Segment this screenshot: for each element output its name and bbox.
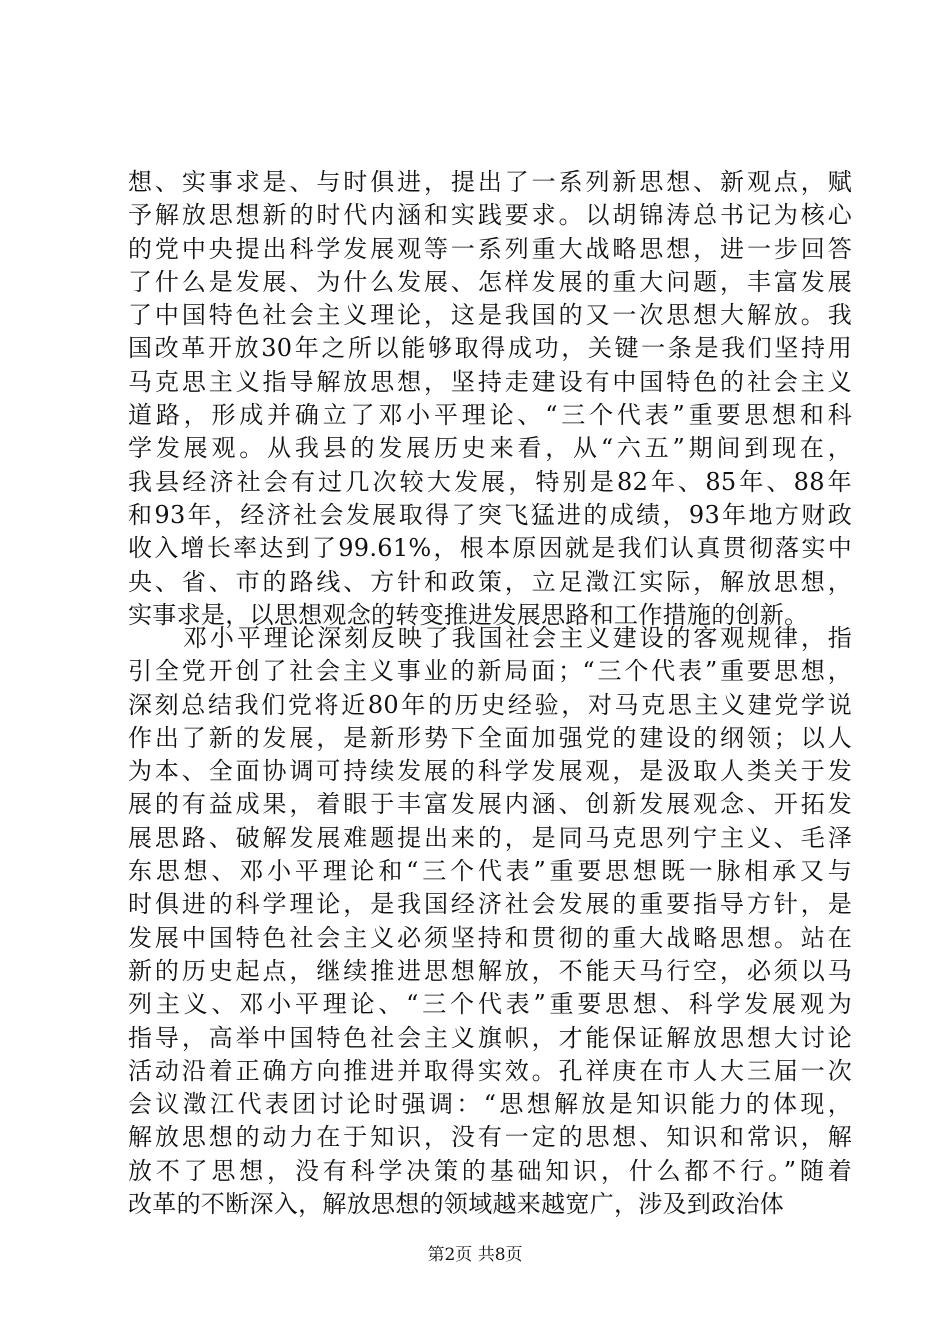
paragraph-2-line: 展的有益成果，着眼于丰富发展内涵、创新发展观念、开拓发 xyxy=(128,790,852,819)
paragraph-1-line: 予解放思想新的时代内涵和实践要求。以胡锦涛总书记为核心 xyxy=(128,201,852,230)
paragraph-1-line: 马克思主义指导解放思想，坚持走建设有中国特色的社会主义 xyxy=(128,367,852,396)
paragraph-2-line: 新的历史起点，继续推进思想解放，不能天马行空，必须以马 xyxy=(128,956,852,985)
paragraph-1-line: 学发展观。从我县的发展历史来看，从“六五”期间到现在， xyxy=(128,434,852,463)
paragraph-2-line: 会议澂江代表团讨论时强调：“思想解放是知识能力的体现， xyxy=(128,1090,852,1119)
paragraph-2-line: 作出了新的发展，是新形势下全面加强党的建设的纲领；以人 xyxy=(128,723,852,752)
paragraph-2-line: 发展中国特色社会主义必须坚持和贯彻的重大战略思想。站在 xyxy=(128,923,852,952)
paragraph-1-line: 想、实事求是、与时俱进，提出了一系列新思想、新观点，赋 xyxy=(128,168,852,196)
paragraph-1-line: 实事求是，以思想观念的转变推进发展思路和工作措施的创新。 xyxy=(128,600,809,629)
paragraph-2-line: 为本、全面协调可持续发展的科学发展观，是汲取人类关于发 xyxy=(128,757,852,786)
paragraph-2-line: 展思路、破解发展难题提出来的，是同马克思列宁主义、毛泽 xyxy=(128,823,852,852)
page-footer: 第2页 共8页 xyxy=(427,1245,523,1265)
paragraph-2-line: 活动沿着正确方向推进并取得实效。孔祥庚在市人大三届一次 xyxy=(128,1056,852,1085)
paragraph-2-line: 列主义、邓小平理论、“三个代表”重要思想、科学发展观为 xyxy=(128,990,852,1019)
paragraph-2-line: 解放思想的动力在于知识，没有一定的思想、知识和常识，解 xyxy=(128,1123,852,1152)
paragraph-2-line: 放不了思想，没有科学决策的基础知识，什么都不行。”随着 xyxy=(128,1156,852,1185)
paragraph-2-line: 改革的不断深入，解放思想的领域越来越宽广，涉及到政治体 xyxy=(128,1190,785,1219)
paragraph-1-line: 和93年，经济社会发展取得了突飞猛进的成绩，93年地方财政 xyxy=(128,500,852,529)
paragraph-1-line: 了什么是发展、为什么发展、怎样发展的重大问题，丰富发展 xyxy=(128,267,852,296)
paragraph-1-line: 我县经济社会有过几次较大发展，特别是82年、85年、88年 xyxy=(128,467,852,496)
paragraph-1-line: 了中国特色社会主义理论，这是我国的又一次思想大解放。我 xyxy=(128,301,852,330)
paragraph-1-line: 央、省、市的路线、方针和政策，立足澂江实际，解放思想， xyxy=(128,567,852,596)
paragraph-1-line: 国改革开放30年之所以能够取得成功，关键一条是我们坚持用 xyxy=(128,334,852,363)
paragraph-2-line: 邓小平理论深刻反映了我国社会主义建设的客观规律，指 xyxy=(183,624,852,652)
paragraph-2-line: 时俱进的科学理论，是我国经济社会发展的重要指导方针，是 xyxy=(128,890,852,919)
paragraph-2-line: 东思想、邓小平理论和“三个代表”重要思想既一脉相承又与 xyxy=(128,857,852,886)
body-paragraph-1 xyxy=(128,166,852,632)
paragraph-2-line: 深刻总结我们党将近80年的历史经验，对马克思主义建党学说 xyxy=(128,690,852,719)
paragraph-2-line: 引全党开创了社会主义事业的新局面；“三个代表”重要思想， xyxy=(128,657,852,686)
paragraph-2-line: 指导，高举中国特色社会主义旗帜，才能保证解放思想大讨论 xyxy=(128,1023,852,1052)
paragraph-1-line: 道路，形成并确立了邓小平理论、“三个代表”重要思想和科 xyxy=(128,401,852,430)
paragraph-1-line: 收入增长率达到了99.61%，根本原因就是我们认真贯彻落实中 xyxy=(128,534,852,563)
paragraph-1-line: 的党中央提出科学发展观等一系列重大战略思想，进一步回答 xyxy=(128,234,852,263)
body-paragraph-2 xyxy=(128,622,852,1221)
